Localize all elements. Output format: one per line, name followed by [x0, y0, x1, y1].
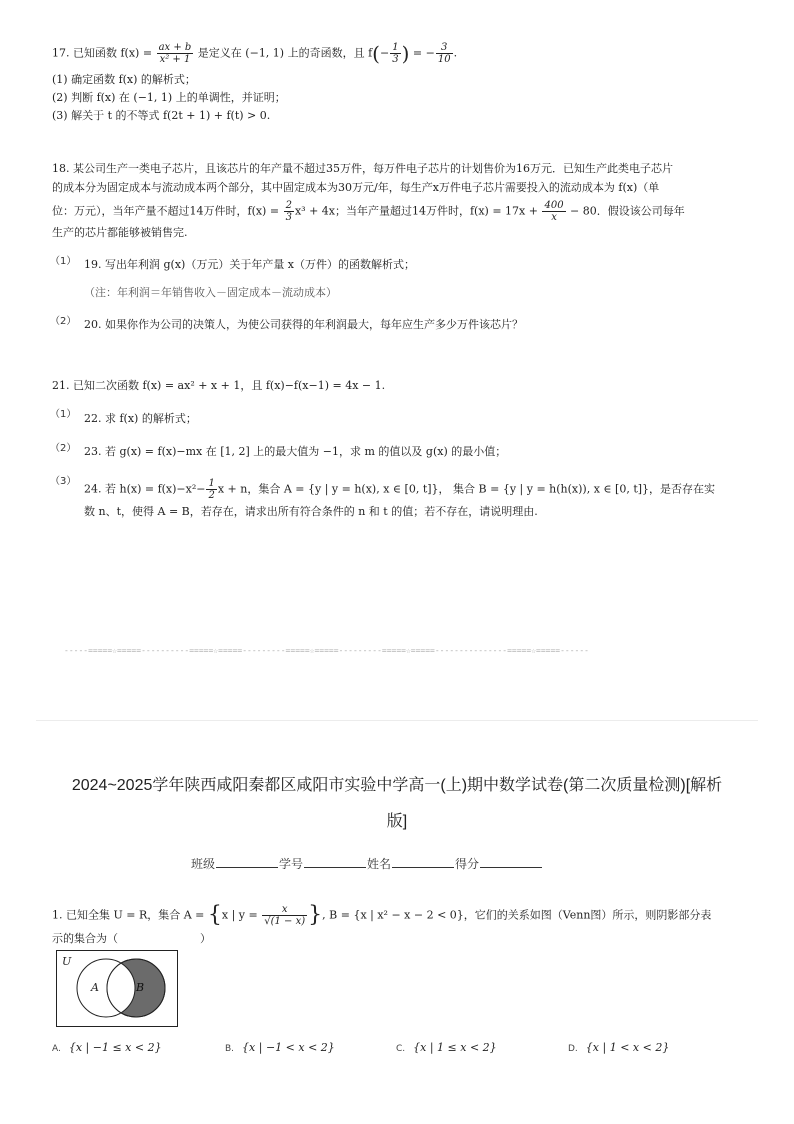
q18-fraction-1: $\frac{2}{3}$ — [285, 200, 292, 223]
score-blank[interactable] — [480, 857, 542, 868]
q18-line3: 位：万元），当年产量不超过14万件时，f(x) = $\frac{2}{3}$ x³ + 4x；当年产量超过14万件时，f(x) = 17x + $\frac{400}{x}$ − 80．假设该公司每年 — [52, 200, 685, 223]
venn-label-b: B — [136, 981, 145, 994]
q1-option-d[interactable]: D. {x | 1 < x < 2} — [568, 1041, 670, 1054]
q1-setA-fraction: $\frac{x}{√(1 - x)}$ — [264, 904, 306, 927]
q20-statement: 20. 如果你作为公司的决策人，为使公司获得的年利润最大，每年应生产多少万件该芯片？ — [84, 318, 523, 331]
venn-label-a: A — [91, 981, 99, 994]
q21-statement: 21. 已知二次函数 f(x) = ax² + x + 1，且 f(x)−f(x−1) = 4x − 1. — [52, 379, 386, 392]
venn-diagram — [56, 950, 180, 1030]
q18-marker-1: （1） — [50, 256, 77, 267]
q1-option-c[interactable]: C. {x | 1 ≤ x < 2} — [396, 1041, 497, 1054]
q23-statement: 23. 若 g(x) = f(x)−mx 在 [1, 2] 上的最大值为 −1，求 m 的值以及 g(x) 的最小值； — [84, 445, 507, 458]
q18-line4: 生产的芯片都能够被销售完. — [52, 226, 188, 239]
q1-line1: 1. 已知全集 U = R，集合 A = {x | y = $\frac{x}{√(1 - x)}$ }, B = {x | x² − x − 2 < 0}，它们的关系如图（Venn图）所示，则阴影部分表 — [52, 902, 712, 928]
page-separator — [36, 720, 758, 721]
q17-text-2: 是定义在 (−1, 1) 上的奇函数，且 f — [194, 46, 373, 60]
q18-line1: 18. 某公司生产一类电子芯片，且该芯片的年产量不超过35万件，每万件电子芯片的计划售价为16万元．已知生产此类电子芯片 — [52, 162, 673, 175]
q21-marker-1: （1） — [50, 409, 77, 420]
q17-fraction: $\frac{ax + b}{\text{x² + 1}}$ — [158, 42, 192, 65]
id-label: 学号 — [279, 857, 304, 871]
q17-text-1: 17. 已知函数 f(x) = — [52, 46, 156, 60]
class-label: 班级 — [191, 857, 216, 871]
exam-title-line2: 版] — [386, 813, 408, 830]
exam-title-line1: 2024~2025学年陕西咸阳秦都区咸阳市实验中学高一(上)期中数学试卷(第二次质量检测)[解析 — [71, 777, 723, 794]
class-blank[interactable] — [216, 857, 278, 868]
score-label: 得分 — [455, 857, 480, 871]
q21-marker-2: （2） — [50, 443, 77, 454]
name-blank[interactable] — [392, 857, 454, 868]
q22-statement: 22. 求 f(x) 的解析式； — [84, 412, 197, 425]
q19-statement: 19. 写出年利润 g(x)（万元）关于年产量 x（万件）的函数解析式； — [84, 258, 416, 271]
q1-line2: 示的集合为（ ） — [52, 932, 211, 945]
q17-statement: 17. 已知函数 f(x) = $\frac{ax + b}{\text{x² + 1}}$ 是定义在 (−1, 1) 上的奇函数，且 f(− $\frac{1}{3}$ ) = − $\frac{3}{10}$ . — [52, 41, 458, 66]
id-blank[interactable] — [304, 857, 366, 868]
q17-arg-fraction: $\frac{1}{3}$ — [392, 42, 399, 65]
q17-sub1: (1) 确定函数 f(x) 的解析式； — [52, 73, 196, 86]
q1-option-b[interactable]: B. {x | −1 < x < 2} — [225, 1041, 335, 1054]
q18-marker-2: （2） — [50, 316, 77, 327]
q21-marker-3: （3） — [50, 476, 77, 487]
q24-line2: 数 n、t，使得 A = B，若存在，请求出所有符合条件的 n 和 t 的值；若不存在，请说明理由. — [84, 505, 538, 518]
q19-note: （注：年利润＝年销售收入－固定成本－流动成本） — [84, 286, 337, 299]
name-label: 姓名 — [367, 857, 392, 871]
q18-fraction-2: $\frac{400}{x}$ — [544, 200, 564, 223]
q24-fraction: $\frac{1}{2}$ — [208, 478, 215, 501]
venn-label-u: U — [62, 955, 72, 968]
q17-sub3: (3) 解关于 t 的不等式 f(2t + 1) + f(t) > 0. — [52, 109, 271, 122]
q24-line1: 24. 若 h(x) = f(x)−x²− $\frac{1}{2}$ x + n，集合 A = {y | y = h(x), x ∈ [0, t]}， 集合 B = {y | y = h(h(x)), x ∈ [0, t]}，是否存在实 — [84, 478, 716, 501]
q17-text-3: = − — [409, 46, 435, 60]
student-info-line — [191, 855, 543, 872]
q17-rhs-fraction: $\frac{3}{10}$ — [437, 42, 451, 65]
q1-option-a[interactable]: A. {x | −1 ≤ x < 2} — [52, 1041, 162, 1054]
q18-line2: 的成本分为固定成本与流动成本两个部分，其中固定成本为30万元/年，每生产x万件电子芯片需要投入的流动成本为 f(x)（单 — [52, 181, 660, 194]
q17-sub2: (2) 判断 f(x) 在 (−1, 1) 上的单调性，并证明； — [52, 91, 286, 104]
section-divider: -----=====☆=====----------=====☆=====---------=====☆=====---------=====☆=====---------------=====☆=====------ — [64, 646, 589, 655]
